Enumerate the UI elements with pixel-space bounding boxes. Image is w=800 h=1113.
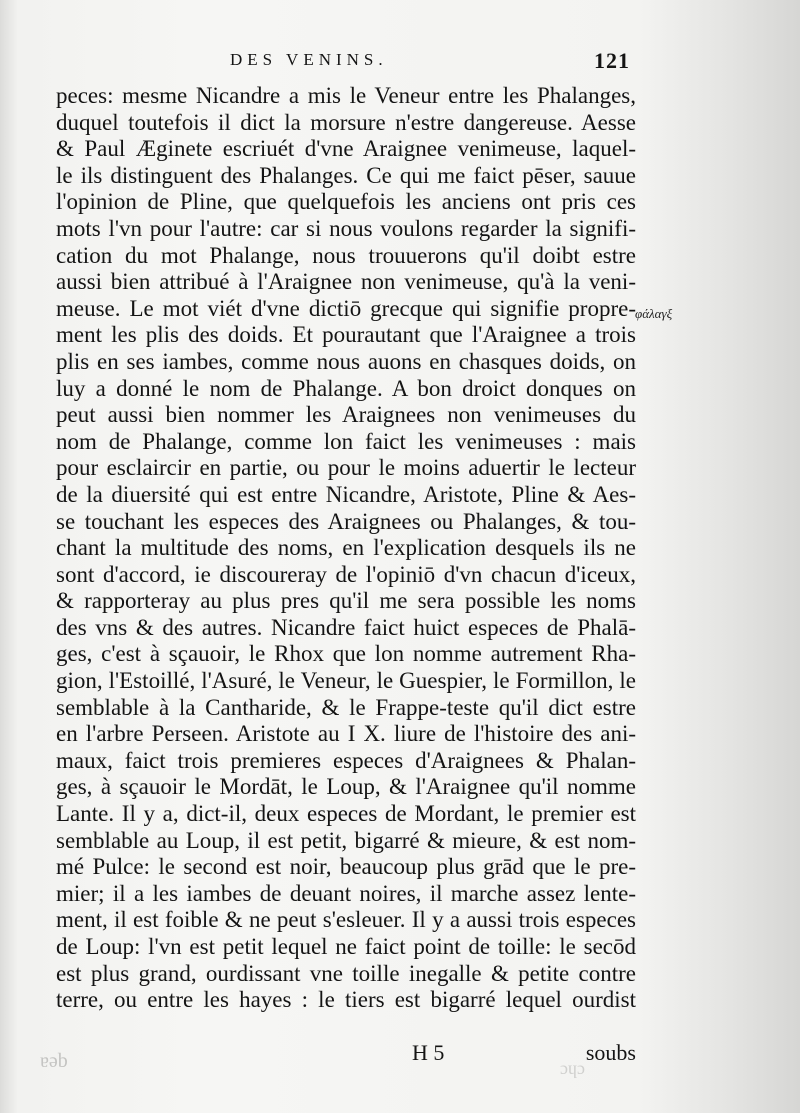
text-line: le ils distinguent des Phalanges. Ce qui me faict pēser, sauue xyxy=(56,162,636,188)
text-line: plis en ses iambes, comme nous auons en chasques doids, on xyxy=(56,348,636,374)
text-line: pour esclaircir en partie, ou pour le moins aduertir le lecteur xyxy=(56,455,636,481)
text-line: duquel toutefois il dict la morsure n'estre dangereuse. Aesse xyxy=(56,109,636,135)
text-line: & rapporteray au plus pres qu'il me sera possible les noms xyxy=(56,588,636,614)
text-line: gion, l'Estoillé, l'Asuré, le Veneur, le Guespier, le Formillon, le xyxy=(56,668,636,694)
text-line: peut aussi bien nommer les Araignees non venimeuses du xyxy=(56,402,636,428)
text-line: aussi bien attribué à l'Araignee non venimeuse, qu'à la veni- xyxy=(56,269,636,295)
text-line: de la diuersité qui est entre Nicandre, Aristote, Pline & Aes- xyxy=(56,481,636,507)
text-line: mé Pulce: le second est noir, beaucoup plus grād que le pre- xyxy=(56,854,636,880)
text-line: terre, ou entre les hayes : le tiers est bigarré lequel ourdist xyxy=(56,987,636,1013)
text-line: luy a donné le nom de Phalange. A bon droict donques on xyxy=(56,375,636,401)
text-line: ment les plis des doids. Et pourautant que l'Araignee a trois xyxy=(56,322,636,348)
text-line: ges, c'est à sçauoir, le Rhox que lon nomme autrement Rha- xyxy=(56,641,636,667)
catchword: soubs xyxy=(585,1040,636,1065)
text-line: maux, faict trois premieres especes d'Araignees & Phalan- xyxy=(56,747,636,773)
text-line: nom de Phalange, comme lon faict les venimeuses : mais xyxy=(56,428,636,454)
text-line: ment, il est foible & ne peut s'esleuer. Il y a aussi trois especes xyxy=(56,907,636,933)
bleed-through-text-left: ɐəb xyxy=(40,1050,68,1072)
text-line: semblable au Loup, il est petit, bigarré & mieure, & est nom- xyxy=(56,827,636,853)
page-header xyxy=(230,50,630,80)
text-line: meuse. Le mot viét d'vne dictiō grecque qui signifie propre- xyxy=(56,295,636,321)
signature-mark: H 5 xyxy=(412,1040,445,1065)
body-text xyxy=(56,83,636,1014)
text-line: l'opinion de Pline, que quelquefois les anciens ont pris ces xyxy=(56,189,636,215)
text-line: ges, à sçauoir le Mordāt, le Loup, & l'Araignee qu'il nomme xyxy=(56,774,636,800)
text-line: de Loup: l'vn est petit lequel ne faict point de toille: le secōd xyxy=(56,934,636,959)
text-line: & Paul Æginete escriuét d'vne Araignee venimeuse, laquel- xyxy=(56,136,636,162)
text-line: des vns & des autres. Nicandre faict huict especes de Phalā- xyxy=(56,614,636,640)
text-line: Lante. Il y a, dict-il, deux especes de Mordant, le premier est xyxy=(56,801,636,827)
text-line: semblable à la Cantharide, & le Frappe-teste qu'il dict estre xyxy=(56,694,636,720)
text-line: peces: mesme Nicandre a mis le Veneur entre les Phalanges, xyxy=(56,83,636,108)
text-line: en l'arbre Perseen. Aristote au I X. liure de l'histoire des ani- xyxy=(56,721,636,747)
page-footer xyxy=(56,1040,636,1070)
text-line: sont d'accord, ie discoureray de l'opiniō d'vn chacun d'iceux, xyxy=(56,561,636,587)
text-line: cation du mot Phalange, nous trouuerons qu'il doibt estre xyxy=(56,242,636,268)
marginal-note: φάλαγξ xyxy=(635,306,673,321)
text-line: mier; il a les iambes de deuant noires, il marche assez lente- xyxy=(56,880,636,906)
text-line: chant la multitude des noms, en l'explication desquels ils ne xyxy=(56,535,636,561)
text-line: est plus grand, ourdissant vne toille inegalle & petite contre xyxy=(56,960,636,986)
running-head: DES VENINS. xyxy=(230,50,388,69)
page-number: 121 xyxy=(594,48,630,73)
text-line: se touchant les especes des Araignees ou Phalanges, & tou- xyxy=(56,508,636,534)
text-line: mots l'vn pour l'autre: car si nous voulons regarder la signifi- xyxy=(56,215,636,241)
bleed-through-text-right: ɔɥɔ xyxy=(560,1058,585,1078)
